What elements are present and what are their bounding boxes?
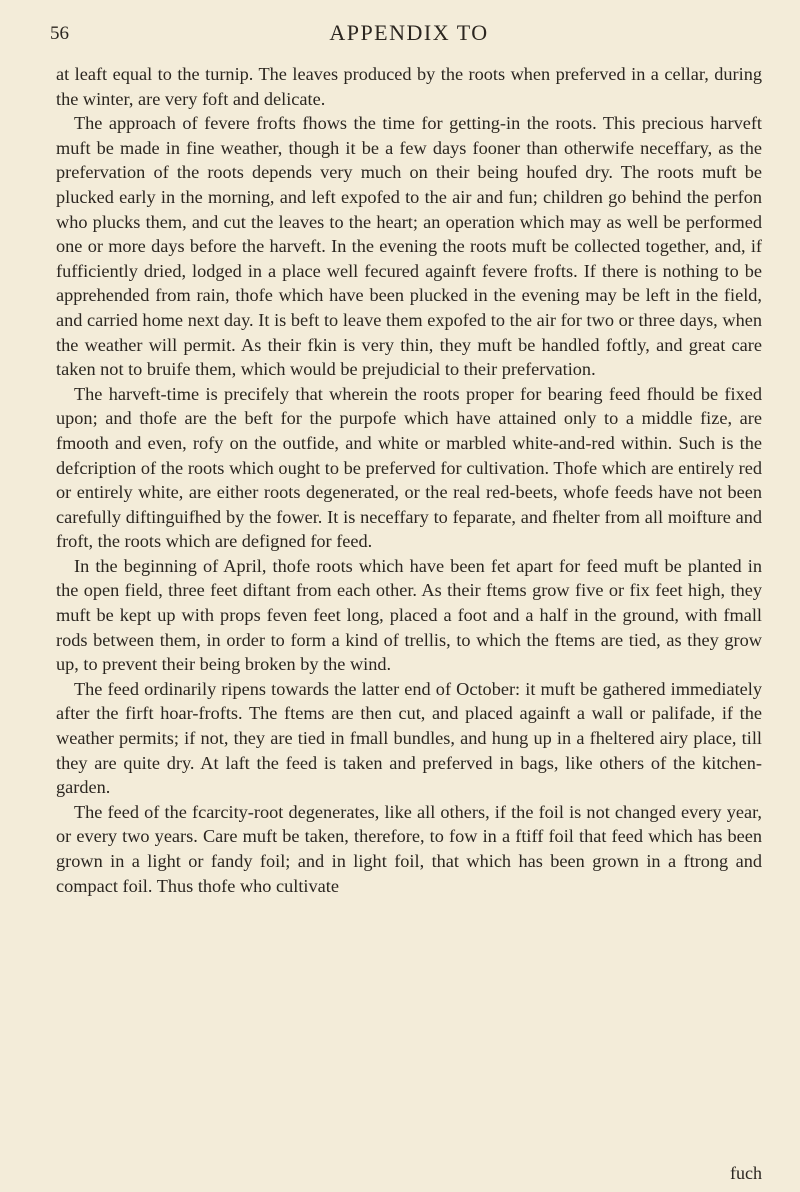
catchword: fuch xyxy=(730,1163,762,1183)
paragraph: The feed ordinarily ripens towards the latter end of October: it muft be gathered immediately after the firft hoar-frofts. The ftems are then cut, and placed againft a wall or palifade, if the weather permits; if not, they are tied in fmall bundles, and hung up in a fheltered airy place, till they are quite dry. At laft the feed is taken and preferved in bags, like others of the kitchen-garden. xyxy=(56,678,762,798)
paragraph: The approach of fevere frofts fhows the time for getting-in the roots. This precious harveft muft be made in fine weather, though it be a few days fooner than otherwife neceffary, as the prefervation of the roots depends very much on their being houfed dry. The roots muft be plucked early in the morning, and left expofed to the air and fun; children go behind the perfon who plucks them, and cut the leaves to the heart; an operation which may as well be performed one or more days before the harveft. In the evening the roots muft be collected together, and, if fufficiently dried, lodged in a place well fecured againft fevere frofts. If there is nothing to be apprehended from rain, thofe which have been plucked in the evening may be left in the field, and carried home next day. It is beft to leave them expofed to the air for two or three days, when the weather will permit. As their fkin is very thin, they muft be handled foftly, and great care taken not to bruife them, which would be prejudicial to their prefervation. xyxy=(56,113,762,380)
body-text xyxy=(56,62,762,898)
running-head: APPENDIX TO xyxy=(329,20,489,45)
paragraph: In the beginning of April, thofe roots which have been fet apart for feed muft be planted in the open field, three feet diftant from each other. As their ftems grow five or fix feet high, they muft be kept up with props feven feet long, placed a foot and a half in the ground, with fmall rods between them, in order to form a kind of trellis, to which the ftems are tied, as they grow up, to prevent their being broken by the wind. xyxy=(56,555,762,675)
page-header xyxy=(50,20,762,50)
paragraph: The harveft-time is precifely that wherein the roots proper for bearing feed fhould be fixed upon; and thofe are the beft for the purpofe which have attained only to a middle fize, are fmooth and even, rofy on the outfide, and white or marbled white-and-red within. Such is the defcription of the roots which ought to be preferved for cultivation. Thofe which are entirely red or entirely white, are either roots degenerated, or the real red-beets, whofe feeds have not been carefully diftinguifhed by the fower. It is neceffary to feparate, and fhelter from all moifture and froft, the roots which are defigned for feed. xyxy=(56,383,762,552)
paragraph: at leaft equal to the turnip. The leaves produced by the roots when preferved in a cellar, during the winter, are very foft and delicate. xyxy=(56,64,762,109)
paragraph: The feed of the fcarcity-root degenerates, like all others, if the foil is not changed every year, or every two years. Care muft be taken, therefore, to fow in a ftiff foil that feed which has been grown in a light or fandy foil; and in light foil, that which has been grown in a ftrong and compact foil. Thus thofe who cultivate xyxy=(56,801,762,896)
page-number: 56 xyxy=(50,23,69,44)
